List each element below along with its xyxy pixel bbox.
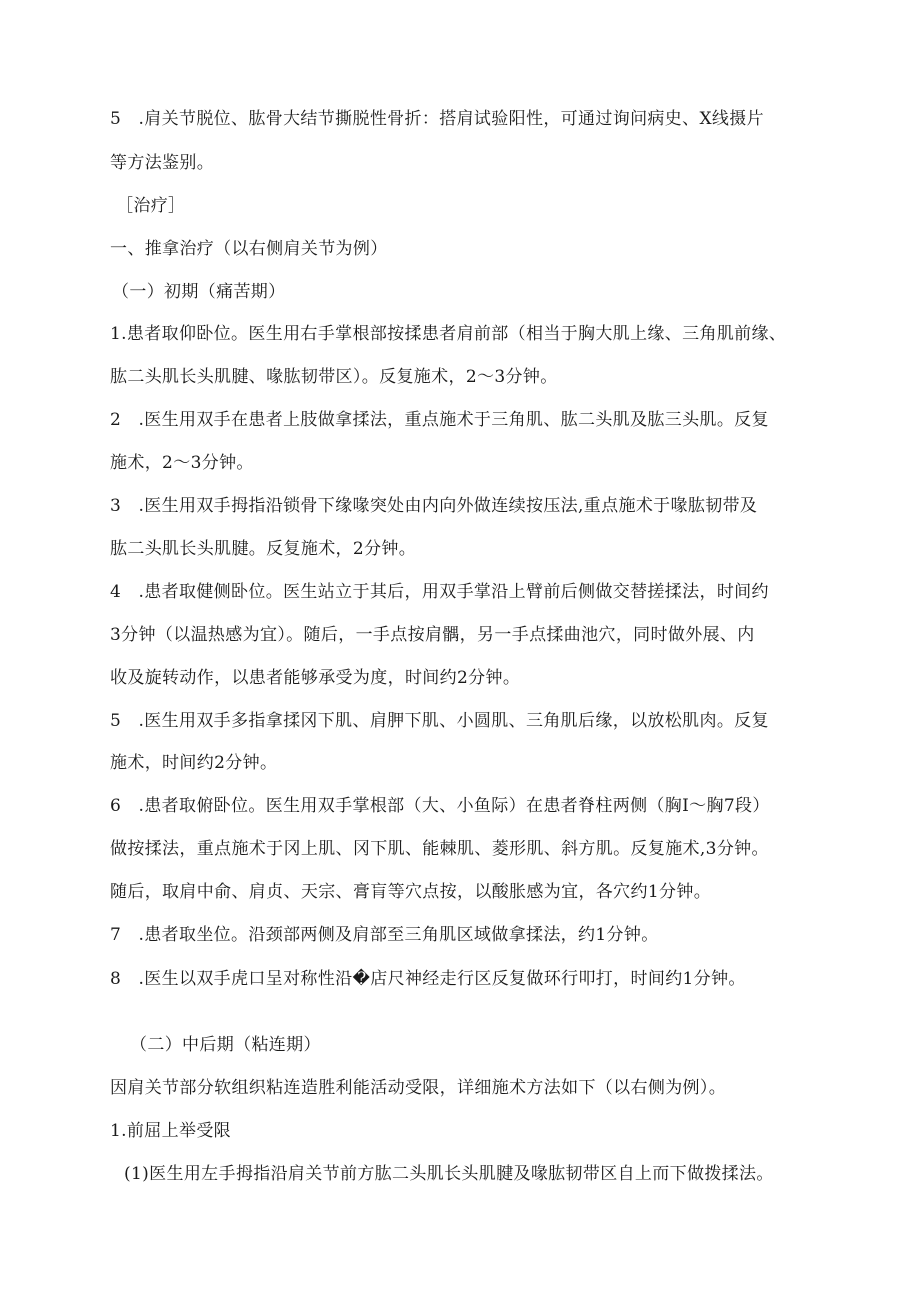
step-3-line-2: 肱二头肌长头肌腱。反复施术，2分钟。 [110, 539, 417, 559]
heading-massage-treatment: 一、推拿治疗（以右侧肩关节为例） [110, 239, 388, 259]
step-1-line-1: 1.患者取仰卧位。医生用右手掌根部按揉患者肩前部（相当于胸大肌上缘、三角肌前缘、 [110, 324, 787, 344]
step-5-line-1: 5 .医生用双手多指拿揉冈下肌、肩胛下肌、小圆肌、三角肌后缘，以放松肌肉。反复 [110, 711, 769, 731]
step-4-line-2: 3分钟（以温热感为宜）。随后，一手点按肩髃，另一手点揉曲池穴，同时做外展、内 [110, 625, 755, 645]
step-3-line-1: 3 .医生用双手拇指沿锁骨下缘喙突处由内向外做连续按压法,重点施术于喙肱韧带及 [110, 496, 758, 516]
item-flexion-limited: 1.前屈上举受限 [110, 1121, 232, 1141]
later-stage-intro: 因肩关节部分软组织粘连造胜利能活动受限，详细施术方法如下（以右侧为例）。 [110, 1078, 727, 1098]
step-8: 8 .医生以双手虎口呈对称性沿�店尺神经走行区反复做环行叩打，时间约1分钟。 [110, 969, 746, 989]
subheading-initial-stage: （一）初期（痛苦期） [112, 282, 286, 302]
step-2-line-1: 2 .医生用双手在患者上肢做拿揉法，重点施术于三角肌、肱二头肌及肱三头肌。反复 [110, 410, 769, 430]
step-7: 7 .患者取坐位。沿颈部两侧及肩部至三角肌区域做拿揉法，约1分钟。 [110, 925, 659, 945]
step-1-line-2: 肱二头肌长头肌腱、喙肱韧带区）。反复施术，2～3分钟。 [110, 367, 558, 387]
step-6-line-1: 6 .患者取俯卧位。医生用双手掌根部（大、小鱼际）在患者脊柱两侧（胸I～胸7段） [110, 796, 770, 816]
step-4-line-3: 收及旋转动作，以患者能够承受为度，时间约2分钟。 [110, 668, 521, 688]
step-4-line-1: 4 .患者取健侧卧位。医生站立于其后，用双手掌沿上臂前后侧做交替搓揉法，时间约 [110, 582, 769, 602]
subheading-later-stage: （二）中后期（粘连期） [130, 1035, 321, 1055]
step-2-line-2: 施术，2～3分钟。 [110, 453, 254, 473]
item-flexion-step-1: (1)医生用左手拇指沿肩关节前方肱二头肌长头肌腱及喙肱韧带区自上而下做拨揉法。 [124, 1164, 774, 1184]
step-6-line-3: 随后，取肩中俞、肩贞、天宗、膏肓等穴点按，以酸胀感为宜，各穴约1分钟。 [110, 882, 712, 902]
text-line-differential-5: 5 .肩关节脱位、肱骨大结节撕脱性骨折：搭肩试验阳性，可通过询问病史、X线摄片 [110, 109, 764, 129]
step-6-line-2: 做按揉法，重点施术于冈上肌、冈下肌、能棘肌、菱形肌、斜方肌。反复施术,3分钟。 [110, 839, 769, 859]
section-heading-treatment: ［治疗］ [116, 196, 186, 216]
text-line-differential-5-cont: 等方法鉴别。 [110, 153, 215, 173]
step-5-line-2: 施术，时间约2分钟。 [110, 753, 278, 773]
